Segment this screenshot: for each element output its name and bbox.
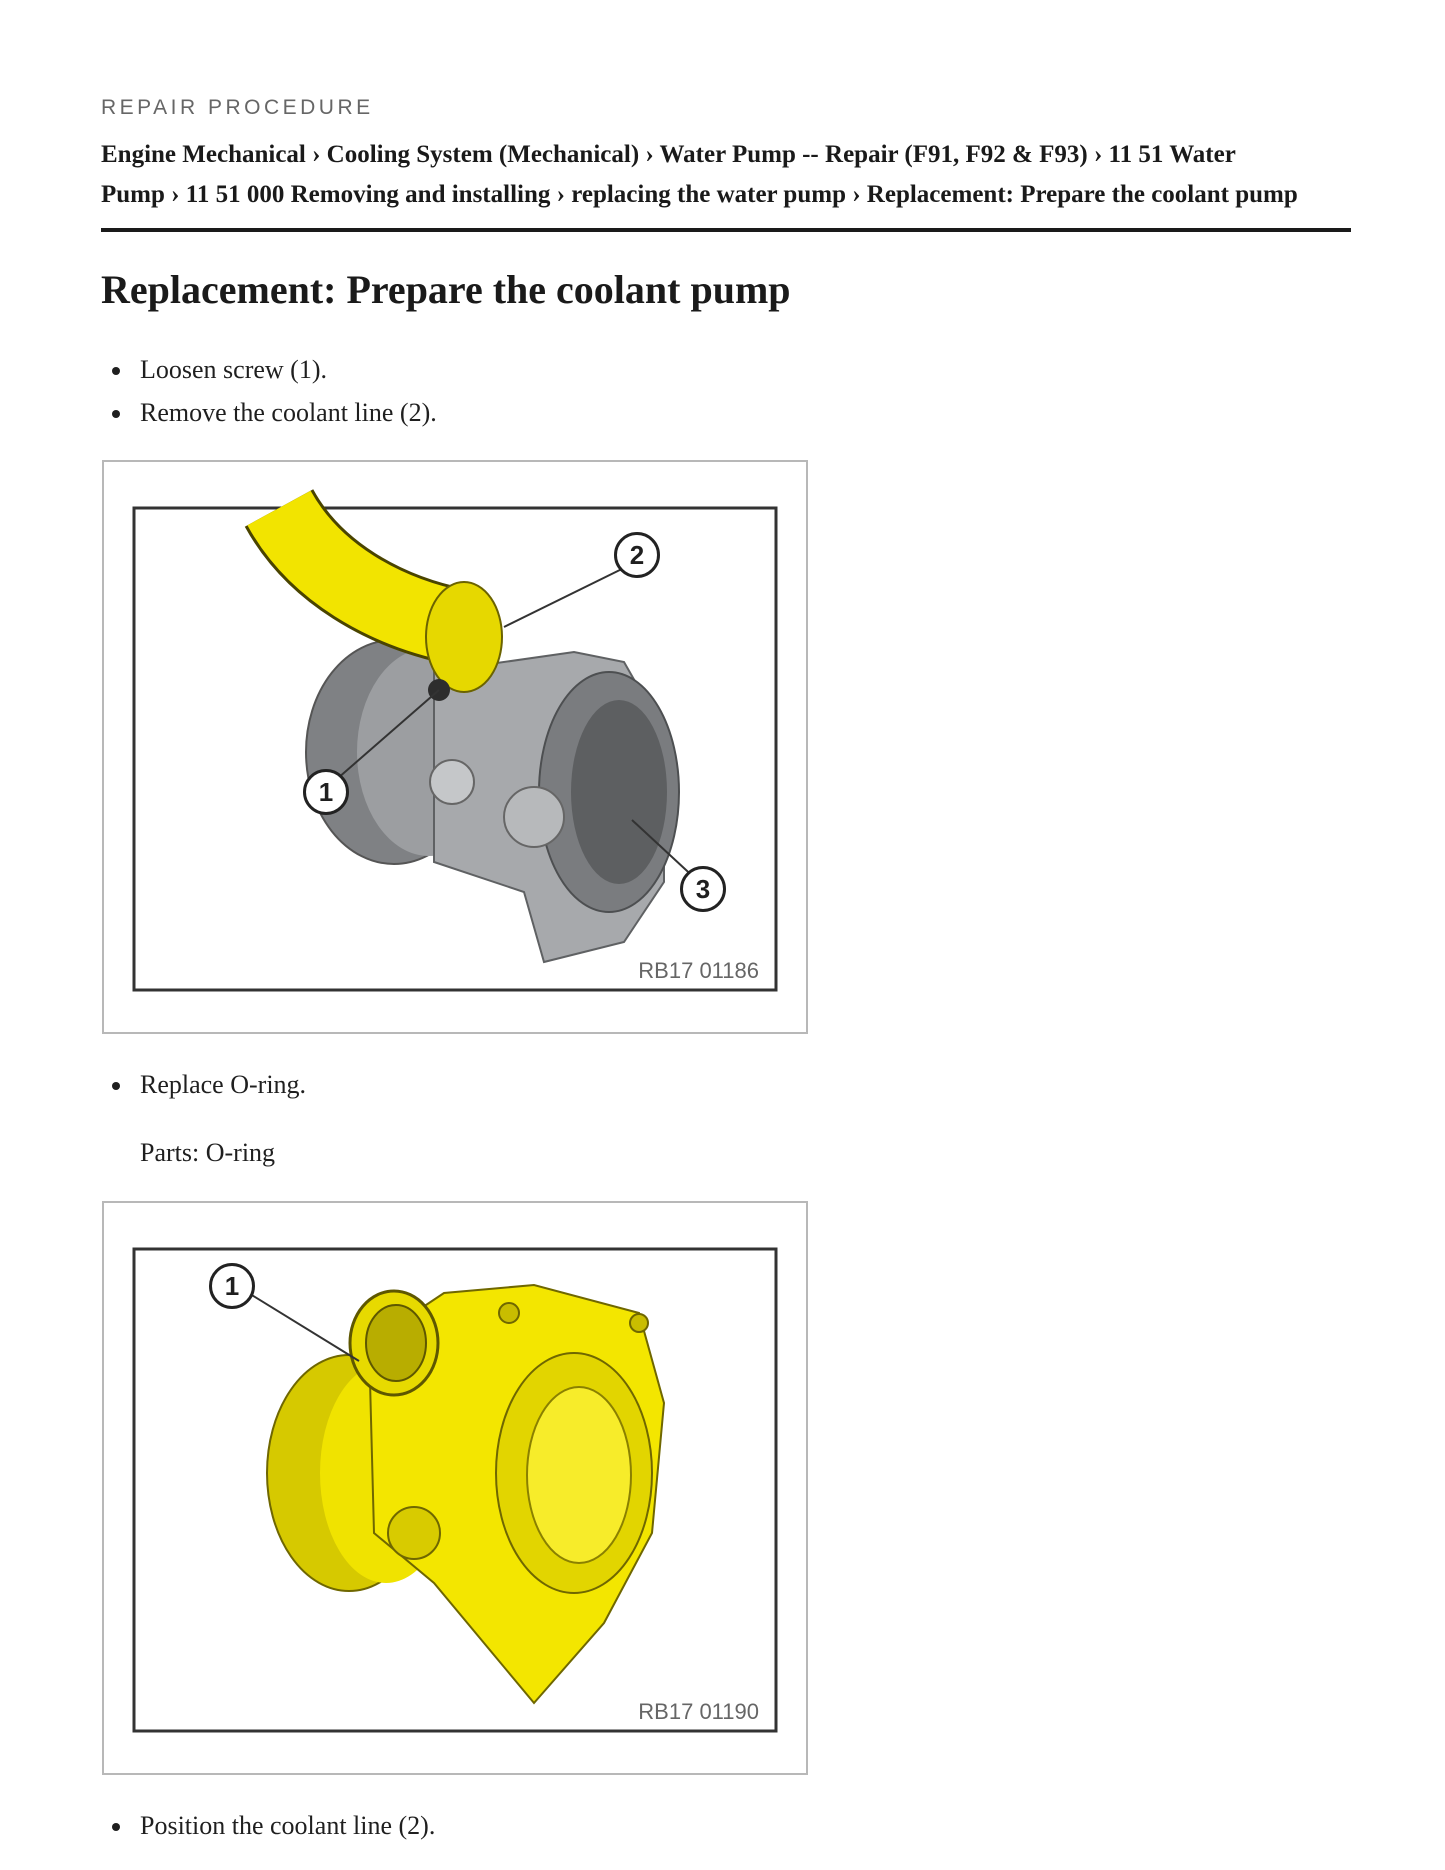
callout-3: 3	[680, 866, 726, 912]
callout-1: 1	[303, 769, 349, 815]
breadcrumb-line-1: Engine Mechanical › Cooling System (Mechanical) › Water Pump -- Repair (F91, F92 & F93) › 11 51 Water	[101, 141, 1236, 168]
figure-code: RB17 01190	[638, 1699, 759, 1724]
step-replace-o-ring: Replace O-ring.	[140, 1067, 306, 1103]
callout-2: 2	[614, 532, 660, 578]
step-remove-coolant-line: Remove the coolant line (2).	[140, 395, 437, 431]
section-eyebrow: REPAIR PROCEDURE	[101, 96, 374, 119]
callout-1: 1	[209, 1263, 255, 1309]
coolant-pump-illustration-1	[104, 462, 810, 1036]
header-divider	[101, 228, 1351, 232]
figure-coolant-pump-with-line	[102, 460, 808, 1034]
figure-code: RB17 01186	[638, 958, 759, 983]
figure-coolant-pump-o-ring	[102, 1201, 808, 1775]
breadcrumb-line-2: Pump › 11 51 000 Removing and installing › replacing the water pump › Replacement: Prepare the coolant pump	[101, 181, 1298, 208]
step-loosen-screw: Loosen screw (1).	[140, 352, 327, 388]
step-position-coolant-line: Position the coolant line (2).	[140, 1808, 435, 1844]
breadcrumb	[101, 135, 1361, 215]
parts-note: Parts: O-ring	[140, 1138, 276, 1167]
page-title: Replacement: Prepare the coolant pump	[101, 267, 791, 312]
